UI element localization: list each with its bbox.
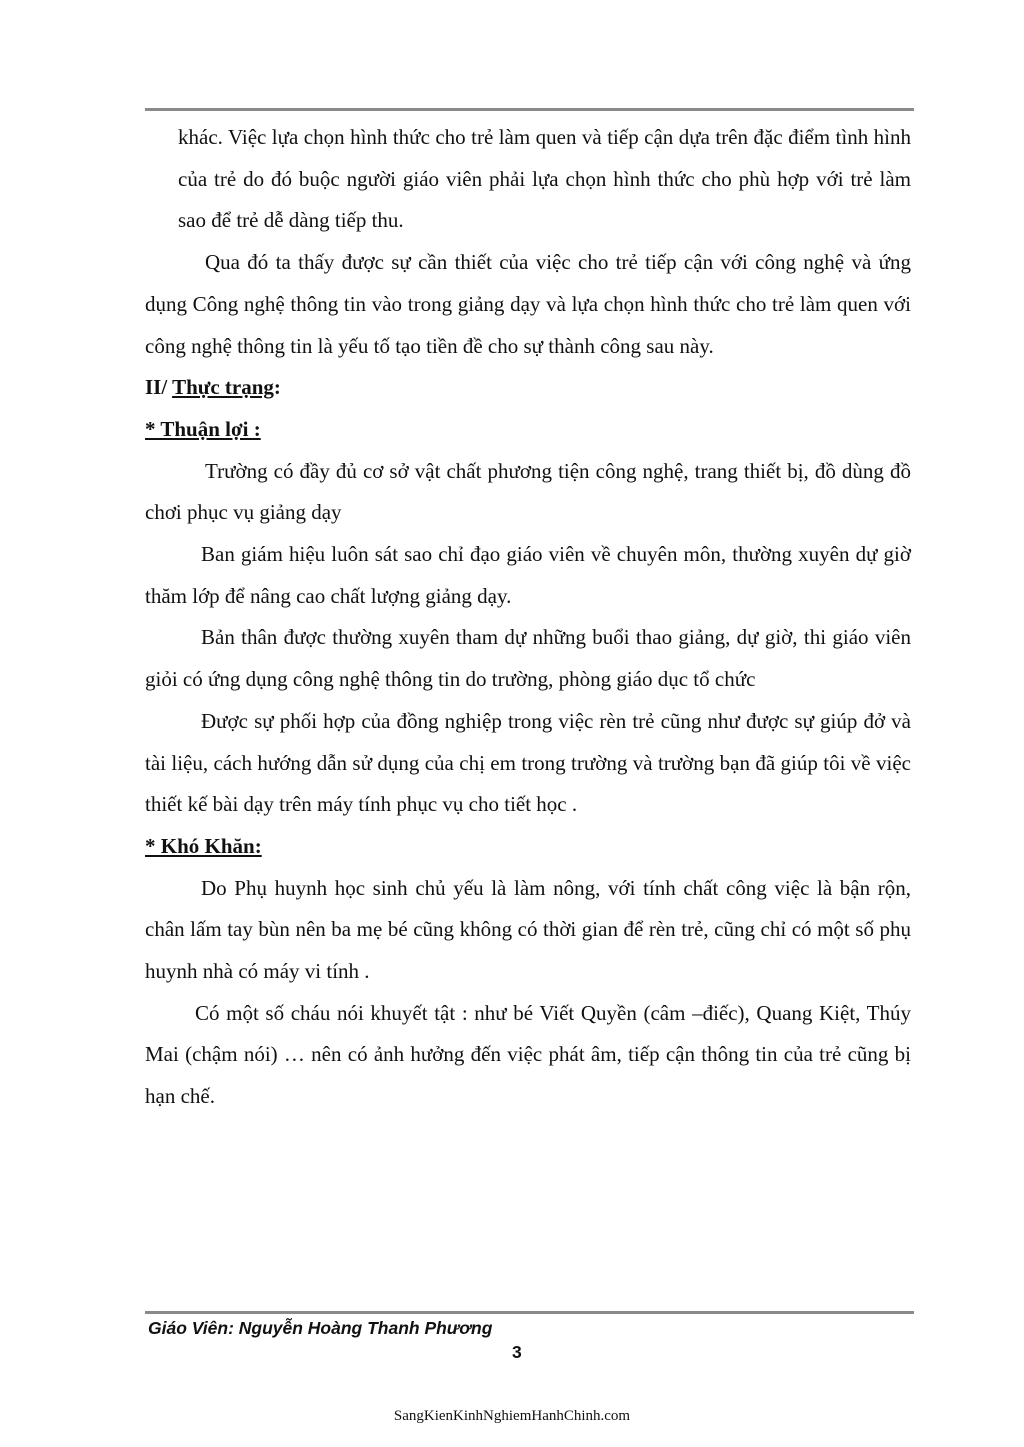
footer-teacher-name: Giáo Viên: Nguyễn Hoàng Thanh Phương	[148, 1318, 493, 1338]
difficulties-heading: * Khó Khăn:	[145, 833, 262, 858]
paragraph-management: Ban giám hiệu luôn sát sao chỉ đạo giáo viên về chuyên môn, thường xuyên dự giờ thăm lớp để nâng cao chất lượng giảng dạy.	[145, 542, 911, 608]
section-colon: :	[273, 375, 281, 400]
website-watermark: SangKienKinhNghiemHanhChinh.com	[393, 1408, 631, 1424]
document-body	[145, 117, 911, 1118]
paragraph-parents: Do Phụ huynh học sinh chủ yếu là làm nông, với tính chất công việc là bận rộn, chân lấm tay bùn nên ba mẹ bé cũng không có thời gian để rèn trẻ, cũng chỉ có một số phụ huynh nhà có máy vi tính .	[145, 875, 911, 984]
advantages-heading: * Thuận lợi :	[145, 416, 261, 441]
paragraph-facilities: Trường có đầy đủ cơ sở vật chất phương tiện công nghệ, trang thiết bị, đồ dùng đồ chơi phục vụ giảng dạy	[145, 458, 911, 525]
paragraph-colleagues: Được sự phối hợp của đồng nghiệp trong việc rèn trẻ cũng như được sự giúp đở và tài liệu, cách hướng dẫn sử dụng của chị em trong trường và trường bạn đã giúp tôi về việc thiết kế bài dạy trên máy tính phục vụ cho tiết học .	[145, 708, 911, 817]
paragraph-training: Bản thân được thường xuyên tham dự những buổi thao giảng, dự giờ, thi giáo viên giỏi có ứng dụng công nghệ thông tin do trường, phòng giáo dục tổ chức	[145, 625, 911, 692]
section-number: II/	[145, 375, 173, 400]
paragraph-disabilities: Có một số cháu nói khuyết tật : như bé Viết Quyền (câm –điếc), Quang Kiệt, Thúy Mai (chậm nói) … nên có ảnh hưởng đến việc phát âm, tiếp cận thông tin của trẻ cũng bị hạn chế.	[145, 1000, 911, 1109]
section-title: Thực trạng	[172, 375, 274, 400]
footer-rule	[145, 1311, 914, 1314]
section-heading	[145, 367, 911, 409]
header-rule	[145, 108, 914, 111]
page-number: 3	[512, 1342, 522, 1362]
paragraph-continuation: khác. Việc lựa chọn hình thức cho trẻ làm quen và tiếp cận dựa trên đặc điểm tình hình của trẻ do đó buộc người giáo viên phải lựa chọn hình thức cho phù hợp với trẻ làm sao để trẻ dễ dàng tiếp thu.	[178, 125, 911, 233]
paragraph-necessity: Qua đó ta thấy được sự cần thiết của việc cho trẻ tiếp cận với công nghệ và ứng dụng Công nghệ thông tin vào trong giảng dạy và lựa chọn hình thức cho trẻ làm quen với công nghệ thông tin là yếu tố tạo tiền đề cho sự thành công sau này.	[145, 250, 911, 358]
